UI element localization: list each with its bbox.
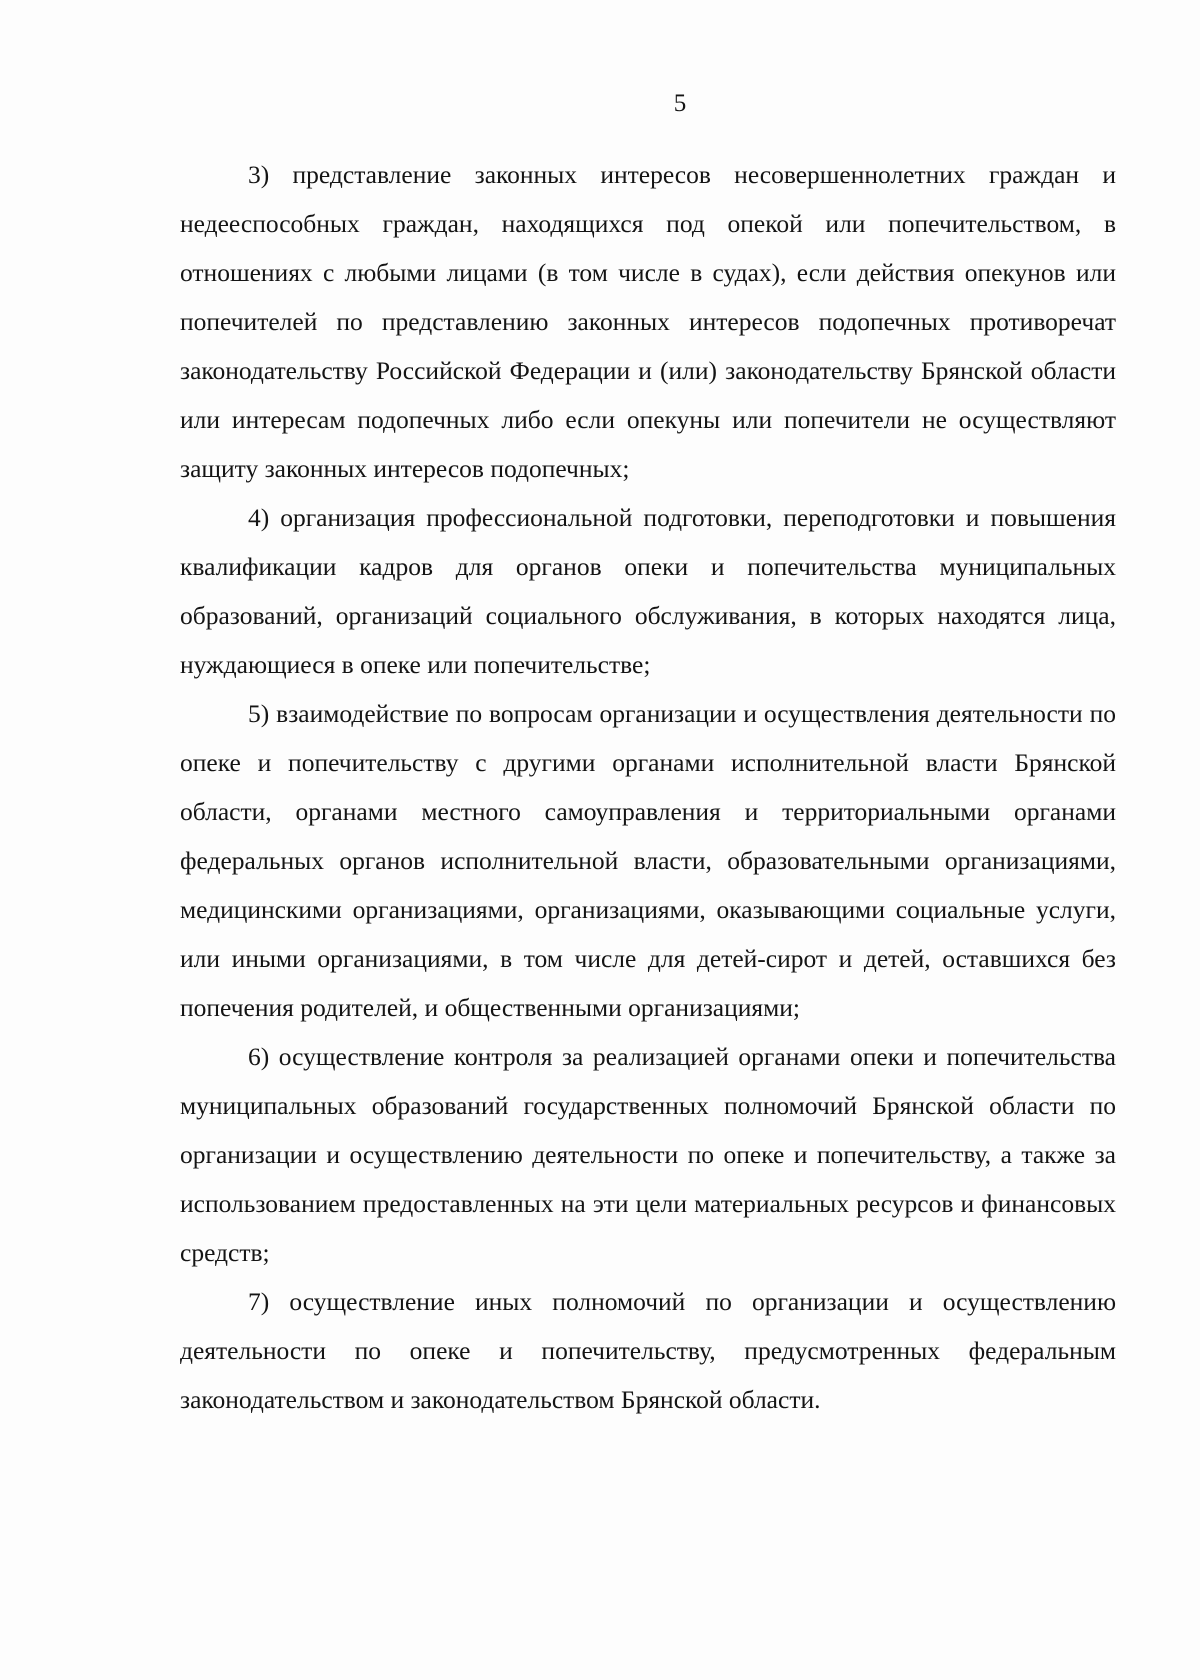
list-item-3: 3) представление законных интересов несовершеннолетних граждан и недееспособных граждан, находящихся под опекой или попечительством, в отношениях с любыми лицами (в том числе в судах), если действия опекунов или попечителей по представлению законных интересов подопечных противоречат законодательству Российской Федерации и (или) законодательству Брянской области или интересам подопечных либо если опекуны или попечители не осуществляют защиту законных интересов подопечных; — [180, 160, 1116, 483]
page-number: 5 — [673, 90, 687, 117]
document-body — [180, 150, 1116, 1424]
list-item-7: 7) осуществление иных полномочий по организации и осуществлению деятельности по опеке и попечительству, предусмотренных федеральным законодательством и законодательством Брянской области. — [180, 1287, 1116, 1414]
list-item-6: 6) осуществление контроля за реализацией органами опеки и попечительства муниципальных образований государственных полномочий Брянской области по организации и осуществлению деятельности по опеке и попечительству, а также за использованием предоставленных на эти цели материальных ресурсов и финансовых средств; — [180, 1042, 1116, 1267]
list-item-5: 5) взаимодействие по вопросам организации и осуществления деятельности по опеке и попечительству с другими органами исполнительной власти Брянской области, органами местного самоуправления и территориальными органами федеральных органов исполнительной власти, образовательными организациями, медицинскими организациями, организациями, оказывающими социальные услуги, или иными организациями, в том числе для детей-сирот и детей, оставшихся без попечения родителей, и общественными организациями; — [180, 699, 1116, 1022]
list-item-4: 4) организация профессиональной подготовки, переподготовки и повышения квалификации кадров для органов опеки и попечительства муниципальных образований, организаций социального обслуживания, в которых находятся лица, нуждающиеся в опеке или попечительстве; — [180, 503, 1116, 679]
